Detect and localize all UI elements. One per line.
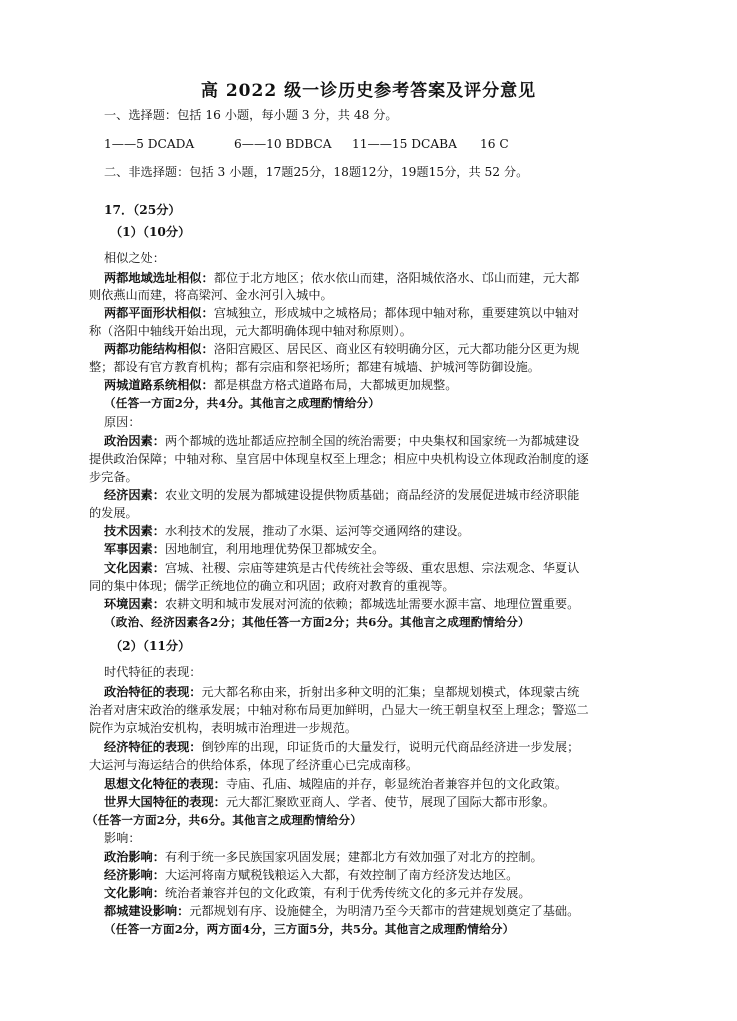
reason-heading: 原因： <box>104 415 141 429</box>
part2-label: （2）（11分） <box>110 639 191 653</box>
similarity-item <box>104 305 579 321</box>
feature-text-cont: 院作为京城治安机构，表明城市治理进一步规范。 <box>89 721 358 735</box>
impact-key: 文化影响： <box>104 886 165 900</box>
impact-text: 大运河将南方赋税钱粮运入大都，有效控制了南方经济发达地区。 <box>164 868 519 882</box>
feature-text: 元大都名称由来，折射出多种文明的汇集；皇都规划模式，体现蒙古统 <box>201 685 580 699</box>
feature-key: 经济特征的表现： <box>104 740 202 754</box>
impact-item <box>104 903 579 919</box>
reason-text: 宫城、社稷、宗庙等建筑是古代传统社会等级、重农思想、宗法观念、华夏认 <box>164 561 580 575</box>
similarity-text-cont: 称（洛阳中轴线开始出现，元大都明确体现中轴对称原则）。 <box>89 324 412 338</box>
similarity-item <box>104 377 457 393</box>
reason-text-cont: 的发展。 <box>89 506 138 520</box>
scoring-note: （任答一方面2分，共4分。其他言之成理酌情给分） <box>104 396 380 410</box>
reason-item <box>104 523 470 539</box>
scoring-note: （任答一方面2分，共6分。其他言之成理酌情给分） <box>86 813 362 827</box>
reason-text: 因地制宜，利用地理优势保卫都城安全。 <box>164 542 385 556</box>
section1-heading: 一、选择题：包括 16 小题，每小题 3 分，共 48 分。 <box>104 108 398 122</box>
question-17-label: 17．（25分） <box>104 203 181 217</box>
impact-key: 政治影响： <box>104 850 165 864</box>
feature-text: 寺庙、孔庙、城隍庙的并存，彰显统治者兼容并包的文化政策。 <box>225 777 568 791</box>
mcq-answers <box>104 136 509 152</box>
feature-item <box>104 794 555 810</box>
mcq-answer-group: 1——5 DCADA <box>104 137 195 151</box>
similarity-text: 都是棋盘方格式道路布局，大都城更加规整。 <box>213 378 458 392</box>
scoring-note: （任答一方面2分，两方面4分，三方面5分，共5分。其他言之成理酌情给分） <box>104 922 515 936</box>
feature-heading: 时代特征的表现： <box>104 665 202 679</box>
similarity-heading: 相似之处： <box>104 251 165 265</box>
impact-item <box>104 849 543 865</box>
feature-key: 思想文化特征的表现： <box>104 777 226 791</box>
impact-key: 经济影响： <box>104 868 165 882</box>
mcq-answer-group: 6——10 BDBCA <box>234 137 332 151</box>
reason-text: 水利技术的发展，推动了水渠、运河等交通网络的建设。 <box>164 524 470 538</box>
feature-key: 世界大国特征的表现： <box>104 795 226 809</box>
reason-item <box>104 433 579 449</box>
similarity-text: 宫城独立，形成城中之城格局；都体现中轴对称，重要建筑以中轴对 <box>213 306 580 320</box>
feature-text-cont: 大运河与海运结合的供给体系，体现了经济重心已完成南移。 <box>89 758 419 772</box>
feature-item <box>104 776 567 792</box>
reason-text-cont: 同的集中体现；儒学正统地位的确立和巩固；政府对教育的重视等。 <box>89 579 455 593</box>
part1-label: （1）（10分） <box>110 225 191 239</box>
reason-key: 技术因素： <box>104 524 165 538</box>
section2-heading: 二、非选择题：包括 3 小题，17题25分，18题12分，19题15分，共 52 分。 <box>104 165 529 179</box>
impact-text: 元都规划有序、设施健全，为明清乃至今天都市的营建规划奠定了基础。 <box>189 904 580 918</box>
reason-key: 军事因素： <box>104 542 165 556</box>
mcq-answer-group: 16 C <box>480 137 509 151</box>
mcq-answer-group: 11——15 DCABA <box>352 137 457 151</box>
impact-text: 统治者兼容并包的文化政策，有利于优秀传统文化的多元并存发展。 <box>164 886 531 900</box>
similarity-text: 洛阳宫殿区、居民区、商业区有较明确分区，元大都功能分区更为规 <box>213 342 580 356</box>
impact-item <box>104 885 531 901</box>
similarity-key: 两都地域选址相似： <box>104 271 214 285</box>
similarity-key: 两都平面形状相似： <box>104 306 214 320</box>
similarity-key: 两都功能结构相似： <box>104 342 214 356</box>
reason-item <box>104 596 579 612</box>
feature-text-cont: 治者对唐宋政治的继承发展；中轴对称布局更加鲜明，凸显大一统王朝皇权至上理念；警巡二 <box>89 703 589 717</box>
feature-item <box>104 684 579 700</box>
reason-key: 文化因素： <box>104 561 165 575</box>
similarity-item <box>104 341 579 357</box>
similarity-text: 都位于北方地区；依水依山而建，洛阳城依洛水、邙山而建，元大都 <box>213 271 580 285</box>
reason-text-cont: 步完备。 <box>89 470 138 484</box>
impact-key: 都城建设影响： <box>104 904 190 918</box>
reason-text: 两个都城的选址都适应控制全国的统治需要；中央集权和国家统一为都城建设 <box>164 434 580 448</box>
reason-item <box>104 487 579 503</box>
feature-key: 政治特征的表现： <box>104 685 202 699</box>
similarity-key: 两城道路系统相似： <box>104 378 214 392</box>
reason-text: 农业文明的发展为都城建设提供物质基础；商品经济的发展促进城市经济职能 <box>164 488 580 502</box>
similarity-text-cont: 整；都设有官方教育机构；都有宗庙和祭祀场所；都建有城墙、护城河等防御设施。 <box>89 360 540 374</box>
reason-key: 经济因素： <box>104 488 165 502</box>
reason-item <box>104 560 579 576</box>
feature-item <box>104 739 579 755</box>
reason-item <box>104 541 384 557</box>
reason-key: 环境因素： <box>104 597 165 611</box>
reason-text: 农耕文明和城市发展对河流的依赖；都城选址需要水源丰富、地理位置重要。 <box>164 597 580 611</box>
scoring-note: （政治、经济因素各2分；其他任答一方面2分；共6分。其他言之成理酌情给分） <box>104 615 530 629</box>
page-title: 高 2022 级一诊历史参考答案及评分意见 <box>200 81 537 101</box>
reason-text-cont: 提供政治保障；中轴对称、皇宫居中体现皇权至上理念；相应中央机构设立体现政治制度的逐 <box>89 452 589 466</box>
feature-text: 倒钞库的出现，印证货币的大量发行，说明元代商品经济进一步发展； <box>201 740 580 754</box>
feature-text: 元大都汇聚欧亚商人、学者、使节，展现了国际大都市形象。 <box>225 795 555 809</box>
impact-text: 有利于统一多民族国家巩固发展；建都北方有效加强了对北方的控制。 <box>164 850 543 864</box>
similarity-item <box>104 270 579 286</box>
impact-item <box>104 867 518 883</box>
similarity-text-cont: 则依燕山而建，将高梁河、金水河引入城中。 <box>89 288 333 302</box>
reason-key: 政治因素： <box>104 434 165 448</box>
impact-heading: 影响： <box>104 831 141 845</box>
